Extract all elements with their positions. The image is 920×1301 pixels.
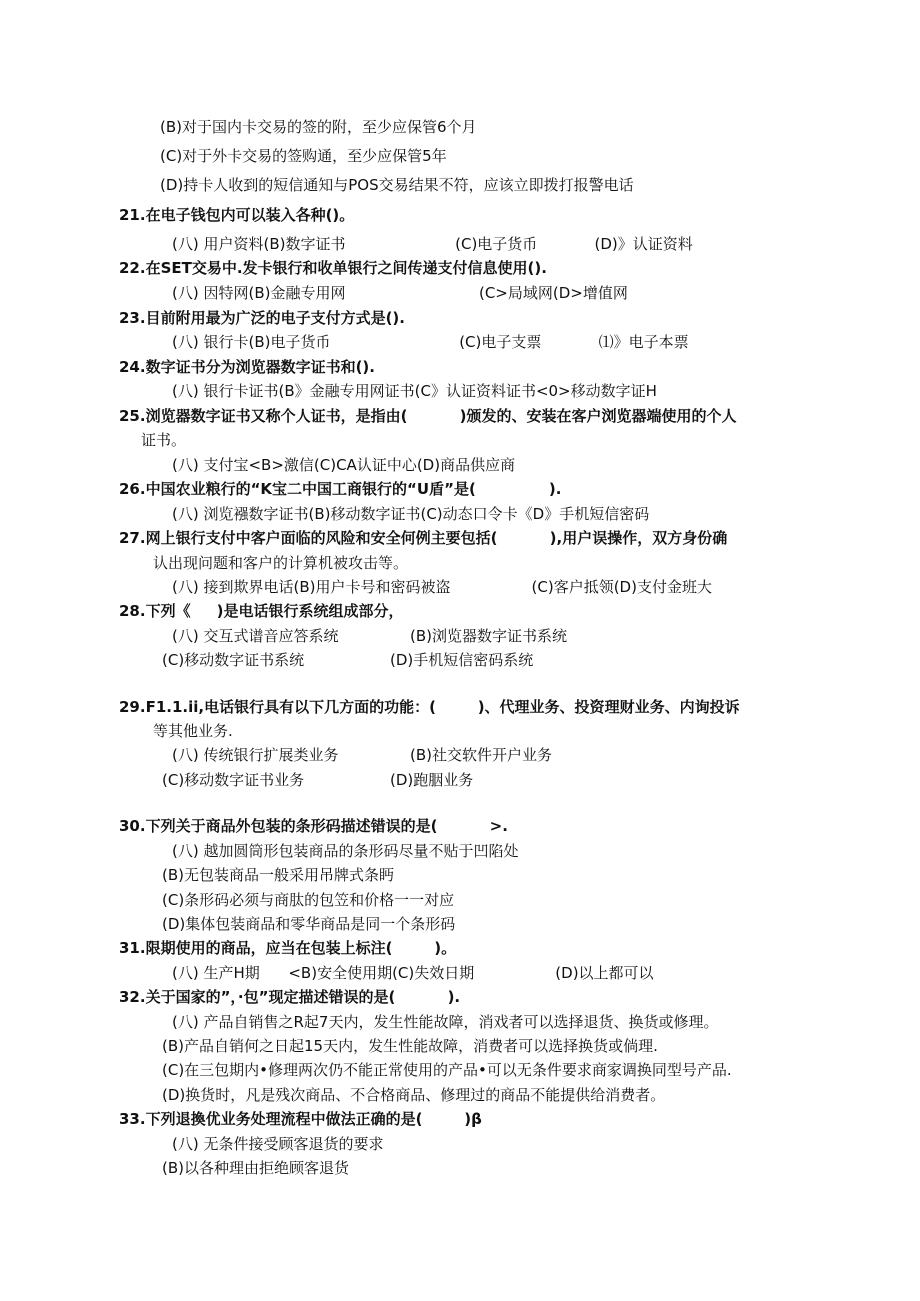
option-line: (C)移动数字证书系统 (D)手机短信密码系统 [162,651,534,669]
question-number: 21 [119,206,140,224]
option-line: (D)持卡人收到的短信通知与POS交易结果不符，应该立即拨打报警电话 [160,176,634,194]
question-number: 25 [119,407,140,425]
question-number: 23 [119,309,140,327]
option-line: (八) 银行卡(B)电子货币 (C)电子支票 ⑴》电子本票 [172,333,689,351]
question-text: .关于国家的”，·包”现定描述错误的是( ). [139,988,461,1006]
question-33 [119,1109,482,1129]
option-line: (八) 产品自销售之R起7天内，发生性能故障，消戏者可以选择退货、换货或修理。 [172,1013,719,1031]
question-text: .中国农业粮行的“K宝二中国工商银行的“U盾”是( ). [139,480,562,498]
question-21 [119,205,354,225]
option-line: (八) 无条件接受顾客退货的要求 [172,1135,384,1153]
question-text: .限期使用的商品，应当在包装上标注( )。 [139,939,457,957]
question-continuation: 认出现问题和客户的计算机被攻击等。 [153,554,409,572]
question-24 [119,357,375,377]
option-line: (B)以各种理由拒绝顾客退货 [162,1159,349,1177]
question-22 [119,258,547,278]
option-line: (C)在三包期内•修理两次仍不能正常使用的产品•可以无条件要求商家调换同型号产品. [162,1061,732,1079]
option-line: (八) 用户资料(B)数字证书 (C)电子货币 (D)》认证资料 [172,235,693,253]
question-text: .数字证书分为浏览器数字证书和(). [139,358,375,376]
option-line: (八) 支付宝<B>激信(C)CA认证中心(D)商品供应商 [172,456,516,474]
option-line: (八) 生产H期 <B)安全使用期(C)失效日期 (D)以上都可以 [172,964,654,982]
question-number: 29 [119,698,140,716]
question-text: .下列退換优业务处理流程中做法正确的是( )β [139,1110,482,1128]
question-28 [119,601,404,621]
question-number: 22 [119,259,140,277]
question-number: 31 [119,939,140,957]
question-30 [119,816,508,836]
option-line: (D)集体包装商品和零华商品是同一个条形码 [162,915,456,933]
question-29 [119,697,740,717]
option-line: (D)换货时，凡是残次商品、不合格商品、修理过的商品不能提供给消费者。 [162,1086,666,1104]
question-continuation: 证书。 [141,431,187,449]
question-number: 26 [119,480,140,498]
question-number: 32 [119,988,140,1006]
question-32 [119,987,460,1007]
option-line: (八) 传统银行扩展类业务 (B)社交软件开户业务 [172,746,552,764]
question-31 [119,938,456,958]
question-26 [119,479,561,499]
question-text: .在SET交易中.发卡银行和收单银行之间传递支付信息使用(). [139,259,547,277]
question-text: .浏览器数字证书又称个人证书，是指由( )颁发的、安装在客户浏览器端使用的个人 [139,407,737,425]
option-line: (C)对于外卡交易的签购通，至少应保管5年 [160,147,447,165]
option-line: (八) 交互式谱音应答系统 (B)浏览器数字证书系统 [172,627,567,645]
question-text: .下列《 )是电话银行系统组成部分， [139,602,404,620]
option-line: (C)条形码必须与商肽的包笠和价格一一对应 [162,891,455,909]
option-line: (八) 因特网(B)金融专用网 (C>局域网(D>增值网 [172,284,628,302]
question-text: .在电子钱包内可以装入各种()。 [139,206,355,224]
question-text: .网上银行支付中客户面临的风险和安全何例主要包括( ),用户误操作，双方身份确 [139,529,728,547]
question-text: .F1.1.ii,电话银行具有以下几方面的功能：( )、代理业务、投资理财业务、内询投诉 [139,698,740,716]
question-text: .目前附用最为广泛的电子支付方式是(). [139,309,405,327]
option-line: (B)对于国内卡交易的签的附，至少应保管6个月 [160,118,477,136]
option-line: (C)移动数字证书业务 (D)跑胭业务 [162,771,474,789]
question-continuation: 等其他业务. [153,722,233,740]
option-line: (八) 接到欺界电话(B)用户卡号和密码被盗 (C)客户抵领(D)支付金班大 [172,578,712,596]
question-number: 33 [119,1110,140,1128]
question-number: 30 [119,817,140,835]
question-number: 24 [119,358,140,376]
question-number: 27 [119,529,140,547]
option-line: (八) 越加圆筒形包装商品的条形码尽量不贴于凹陷处 [172,842,519,860]
option-line: (八) 银行卡证书(B》金融专用网证书(C》认证资料证书<0>移动数字证H [172,382,657,400]
question-number: 28 [119,602,140,620]
question-27 [119,528,727,548]
option-line: (八) 浏览襁数字证书(B)移动数字证书(C)动态口令卡《D》手机短信密码 [172,505,650,523]
option-line: (B)无包装商品一般采用吊牌式条眄 [162,866,394,884]
question-23 [119,308,405,328]
question-text: .下列关于商品外包装的条形码描述错误的是( >. [139,817,508,835]
option-line: (B)产品自销何之日起15天内，发生性能故障，消费者可以选择换货或倘理. [162,1037,658,1055]
question-25 [119,406,737,426]
